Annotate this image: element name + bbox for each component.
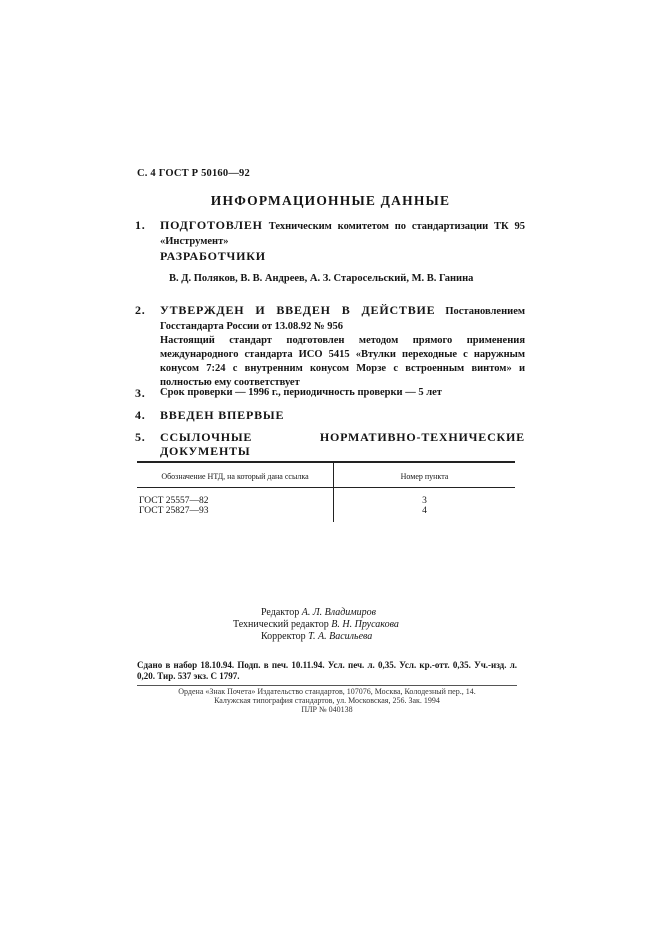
section-2-caption: УТВЕРЖДЕН И ВВЕДЕН В ДЕЙСТВИЕ	[160, 303, 436, 317]
references-table	[137, 462, 515, 522]
section-5-number: 5.	[135, 430, 146, 444]
section-4-number: 4.	[135, 408, 146, 422]
developers-names: В. Д. Поляков, В. В. Андреев, А. З. Старосельский, М. В. Ганина	[169, 273, 474, 284]
section-2-text-2: Настоящий стандарт подготовлен методом прямого применения международного стандарта ИСО 5415 «Втулки переходные с наружным конусом 7:24 с внутренним конусом Морзе с встроенным винтом» и полностью ему соответствует	[160, 335, 525, 388]
section-4-caption: ВВЕДЕН ВПЕРВЫЕ	[160, 408, 285, 422]
section-3-text: Срок проверки — 1996 г., периодичность проверки — 5 лет	[160, 387, 442, 398]
editor-name: В. Н. Прусакова	[331, 619, 399, 630]
editor-role: Технический редактор	[233, 619, 329, 630]
table-header-item: Номер пункта	[334, 462, 516, 488]
editor-line	[233, 619, 473, 631]
table-row	[137, 488, 515, 507]
table-cell-item: 3	[422, 496, 427, 506]
editor-line	[233, 631, 473, 643]
table-row	[137, 506, 515, 522]
table-header-doc: Обозначение НТД, на который дана ссылка	[137, 462, 334, 488]
section-2-text-1: Постановлением Госстандарта России от 13.08.92 № 956	[160, 306, 526, 332]
section-3	[135, 386, 525, 400]
developers-block	[135, 249, 525, 286]
editor-name: А. Л. Владимиров	[301, 607, 376, 618]
table-cell-item: 4	[422, 506, 427, 516]
editor-name: Т. А. Васильева	[308, 631, 373, 642]
section-4	[135, 408, 525, 422]
imprint-text: Сдано в набор 18.10.94. Подп. в печ. 10.11.94. Усл. печ. л. 0,35. Усл. кр.-отт. 0,35. Уч.-изд. л. 0,20. Тир. 537 экз. С 1797.	[137, 660, 517, 681]
editor-role: Корректор	[261, 631, 306, 642]
section-1-number: 1.	[135, 218, 146, 232]
imprint-separator	[137, 685, 517, 686]
printer-info	[137, 687, 517, 714]
editor-line	[233, 607, 473, 619]
editors-block	[233, 607, 473, 643]
section-1-caption: ПОДГОТОВЛЕН	[160, 218, 263, 232]
table-cell-doc: ГОСТ 25557—82	[137, 488, 334, 507]
developers-heading: РАЗРАБОТЧИКИ	[160, 249, 266, 263]
section-5	[135, 430, 525, 458]
section-1-text: Техническим комитетом по стандартизации ТК 95 «Инструмент»	[160, 221, 526, 247]
table-header-row	[137, 462, 515, 488]
printer-line-3: ПЛР № 040138	[301, 705, 353, 714]
section-1	[135, 218, 525, 249]
section-3-number: 3.	[135, 386, 146, 400]
printer-line-1: Ордена «Знак Почета» Издательство стандартов, 107076, Москва, Колодезный пер., 14.	[178, 687, 476, 696]
section-2	[135, 303, 525, 390]
section-5-caption: ССЫЛОЧНЫЕ НОРМАТИВНО-ТЕХНИЧЕСКИЕ ДОКУМЕНТЫ	[160, 430, 525, 458]
section-2-number: 2.	[135, 303, 146, 317]
page-title: ИНФОРМАЦИОННЫЕ ДАННЫЕ	[210, 193, 451, 208]
printer-line-2: Калужская типография стандартов, ул. Московская, 256. Зак. 1994	[214, 696, 440, 705]
editor-role: Редактор	[261, 607, 300, 618]
page-header: С. 4 ГОСТ Р 50160—92	[137, 168, 250, 179]
table-cell-doc: ГОСТ 25827—93	[137, 506, 334, 522]
